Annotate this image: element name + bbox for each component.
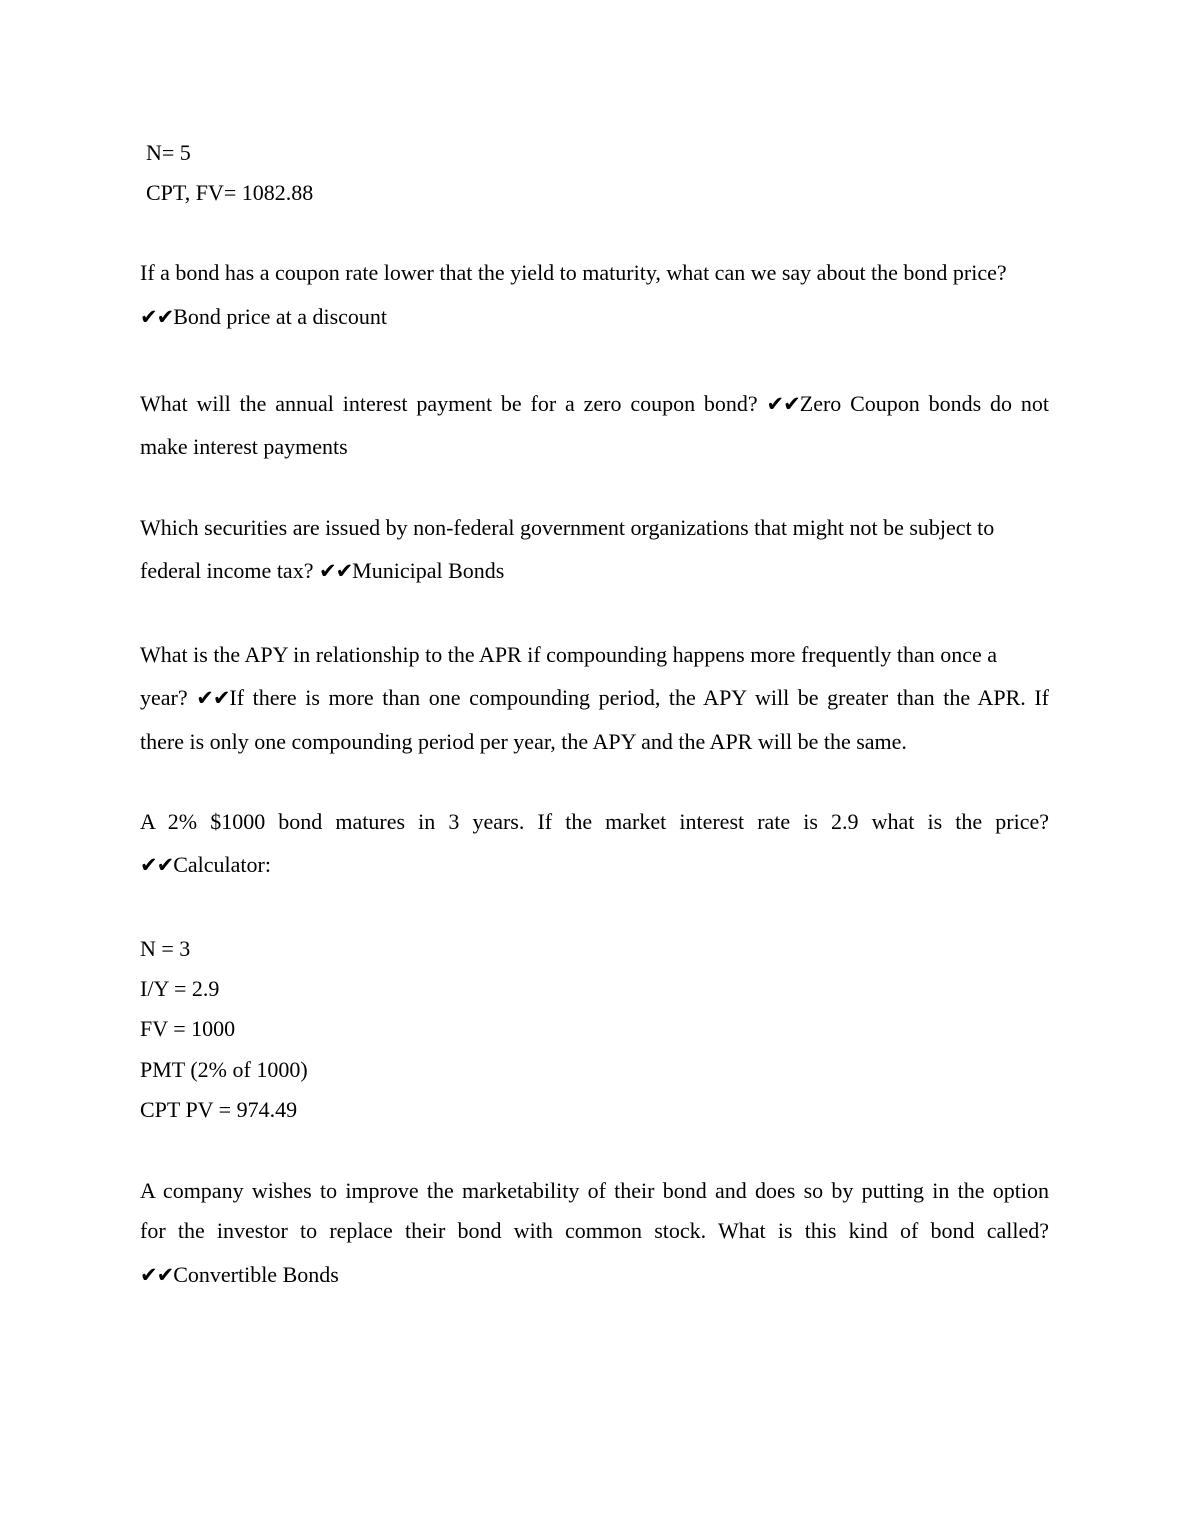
answer-bond-discount [140,304,387,330]
question-apy-apr: What is the APY in relationship to the APR if compounding happens more frequently than once a [140,642,998,667]
question-municipal: Which securities are issued by non-federal government organizations that might not be subject to [140,515,995,540]
answer-text: Convertible Bonds [173,1262,339,1287]
calc-line-n: N = 3 [140,936,191,961]
check-mark-icon: ✔✔ [140,1263,174,1287]
check-mark-icon: ✔✔ [140,305,174,329]
question-text: year? [140,685,188,710]
answer-text: Bond price at a discount [173,304,388,329]
check-mark-icon: ✔✔ [766,392,800,416]
answer-apy-apr [140,685,1049,711]
answer-calculator [140,852,271,878]
answer-text: If there is more than one compounding period, the APY will be greater than the APR. If [229,685,1050,710]
calc-line-cpt-pv: CPT PV = 974.49 [140,1097,298,1122]
calc-line-pmt: PMT (2% of 1000) [140,1057,308,1082]
question-bond-coupon: If a bond has a coupon rate lower that the yield to maturity, what can we say about the bond price? [140,260,1007,285]
calc-line-cpt-fv: CPT, FV= 1082.88 [146,180,314,205]
answer-text: Calculator: [173,852,271,877]
question-text: federal income tax? [140,558,314,583]
question-convertible-cont: for the investor to replace their bond with common stock. What is this kind of bond called? [140,1218,1049,1243]
check-mark-icon: ✔✔ [140,853,174,877]
answer-zero-coupon-cont: make interest payments [140,434,348,459]
question-bond-price: A 2% $1000 bond matures in 3 years. If the market interest rate is 2.9 what is the price? [140,809,1049,834]
calc-line-fv: FV = 1000 [140,1016,236,1041]
check-mark-icon: ✔✔ [318,559,353,583]
question-text: What will the annual interest payment be for a zero coupon bond? [140,391,758,416]
answer-apy-apr-cont: there is only one compounding period per year, the APY and the APR will be the same. [140,729,907,754]
answer-text: Municipal Bonds [352,558,505,583]
answer-text: Zero Coupon bonds do not [799,391,1049,416]
calc-line-iy: I/Y = 2.9 [140,976,220,1001]
question-convertible: A company wishes to improve the marketability of their bond and does so by putting in the option [140,1178,1049,1203]
question-zero-coupon [140,391,1049,417]
answer-municipal [140,558,504,584]
calc-line-n: N= 5 [146,140,191,165]
check-mark-icon: ✔✔ [196,686,230,710]
answer-convertible [140,1262,339,1288]
